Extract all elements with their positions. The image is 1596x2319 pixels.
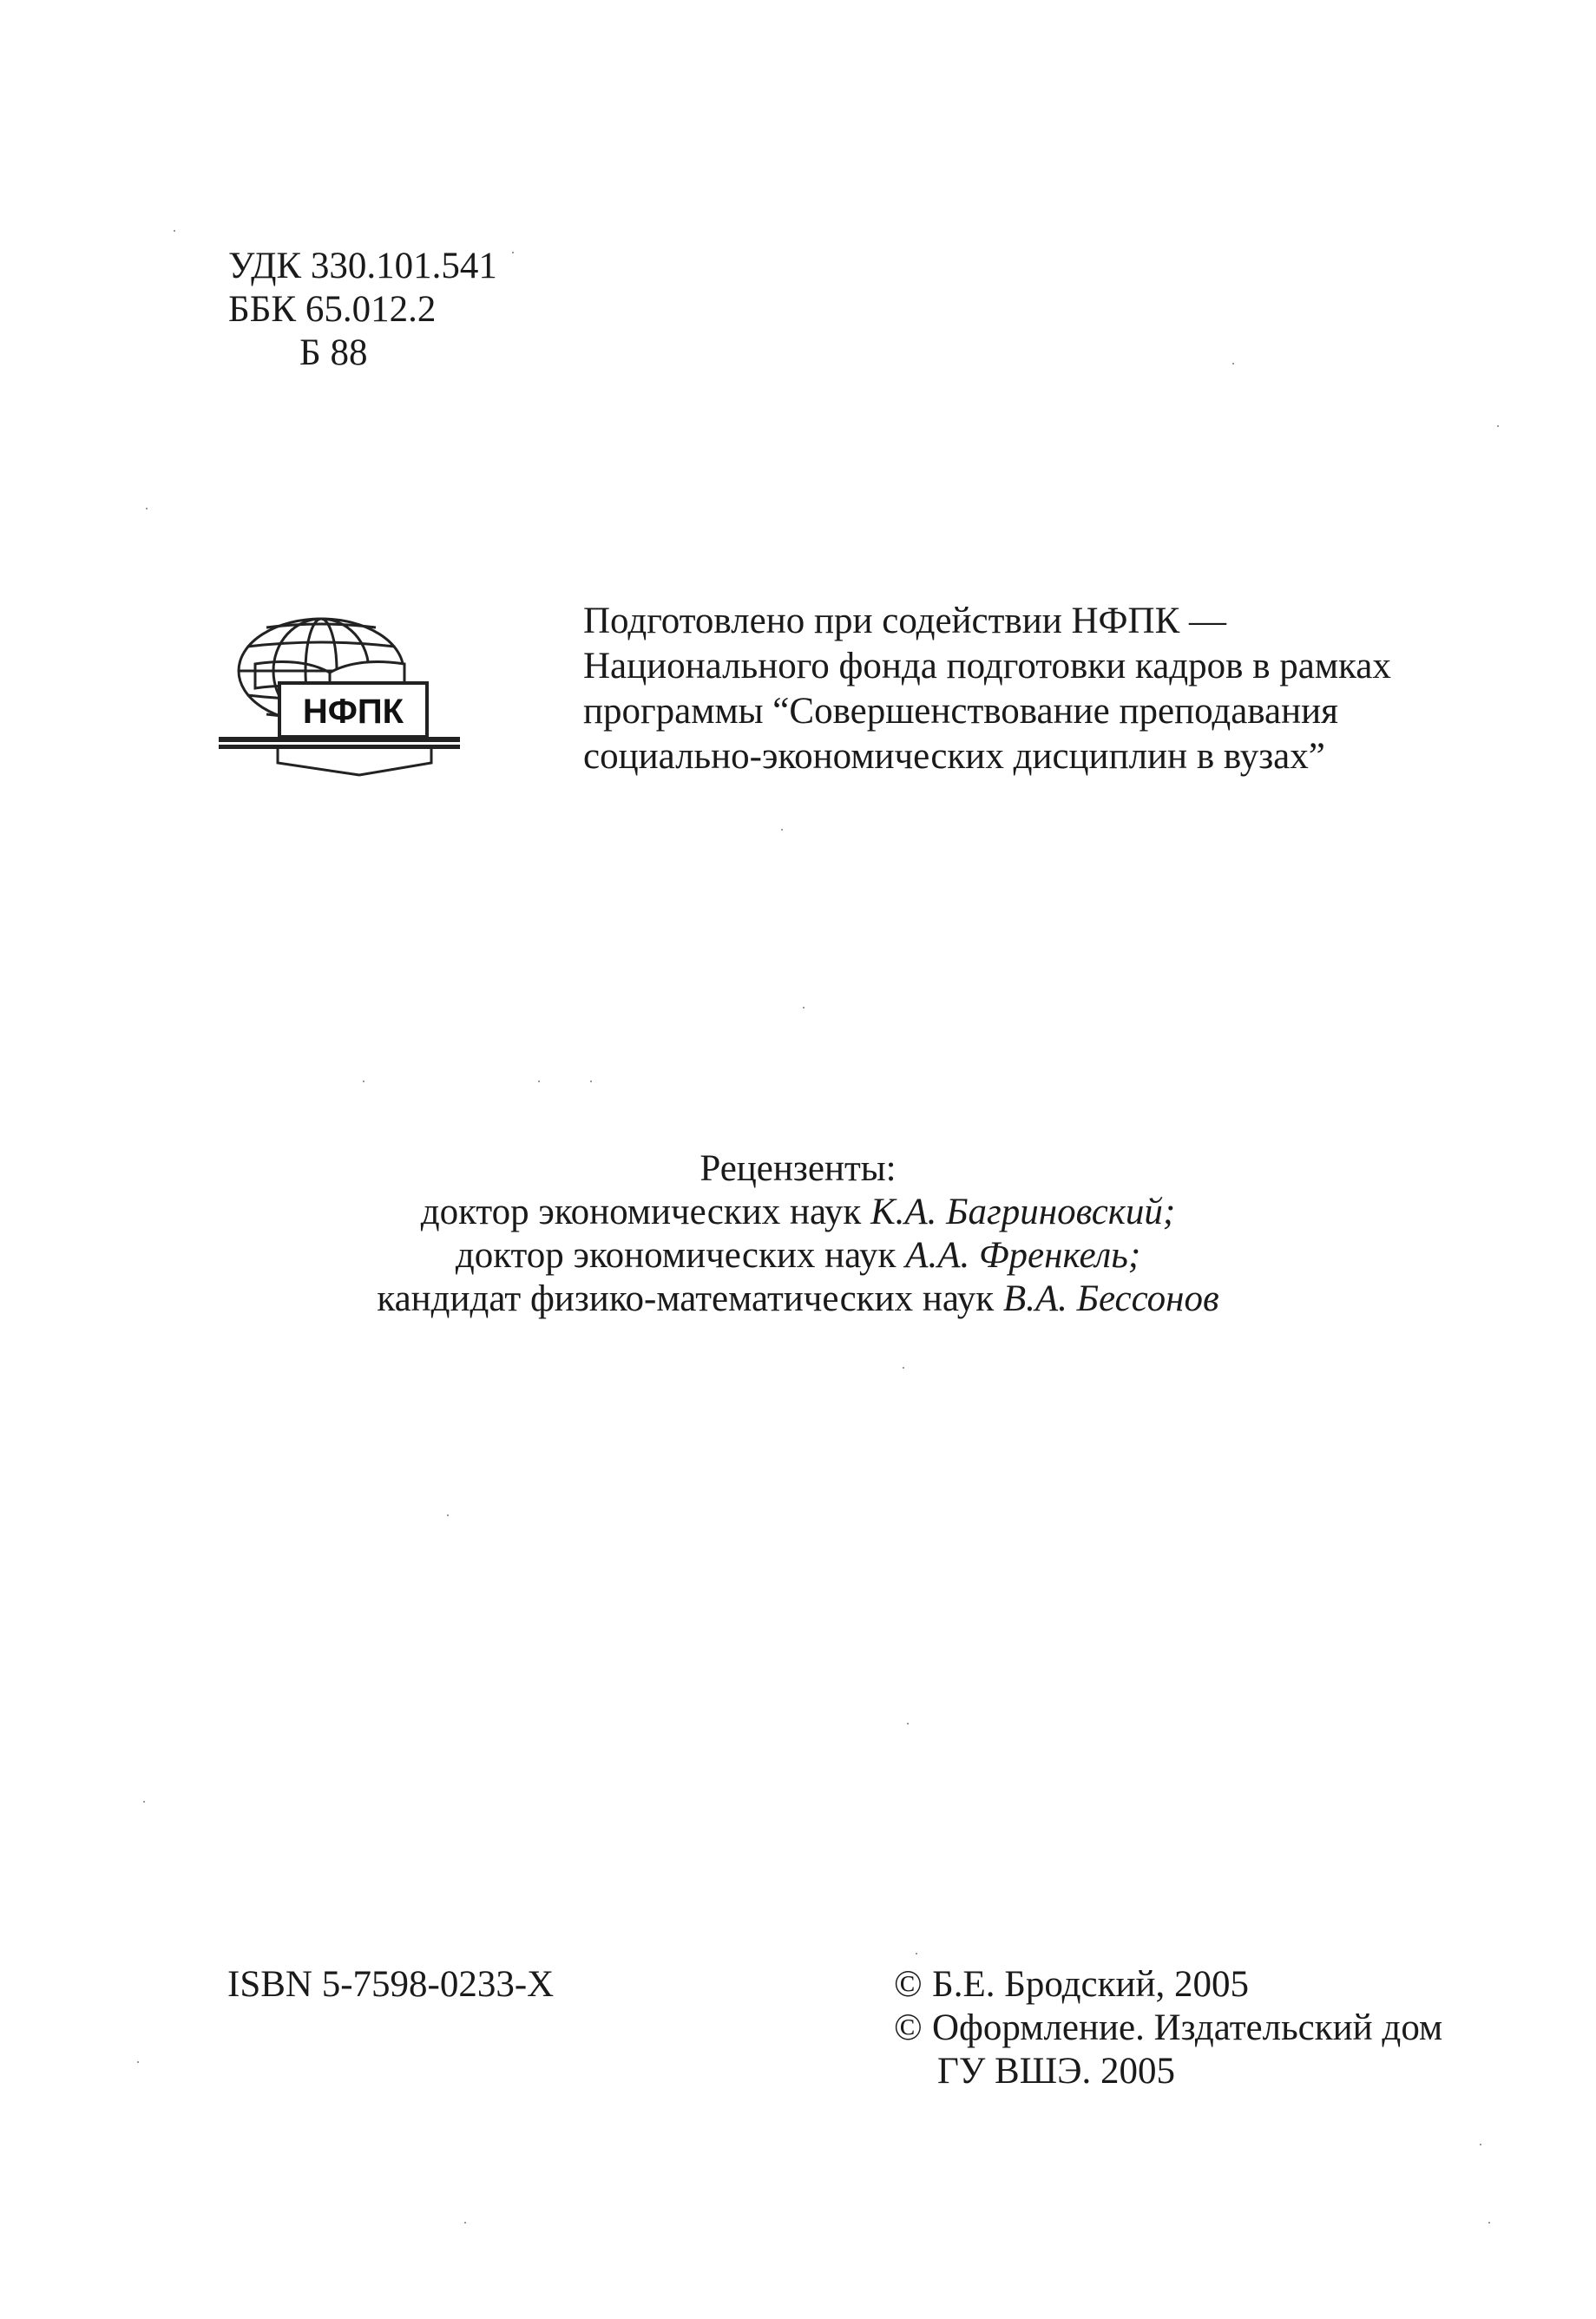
reviewer-degree: доктор экономических наук xyxy=(455,1235,897,1276)
reviewer-name: К.А. Багриновский xyxy=(870,1192,1163,1232)
reviewer-end: ; xyxy=(1127,1235,1141,1276)
copyright-author: Б.Е. Бродский, 2005 xyxy=(932,1964,1250,2005)
reviewer-end: ; xyxy=(1162,1192,1176,1232)
reviewer-degree: доктор экономических наук xyxy=(420,1192,862,1232)
reviewer-line xyxy=(0,1234,1596,1278)
copyright-icon: © xyxy=(894,2007,923,2048)
support-line-2: Национального фонда подготовки кадров в рамках xyxy=(583,646,1391,687)
nfpk-logo xyxy=(219,603,460,781)
copyright-line-2 xyxy=(894,2007,1442,2050)
reviewer-degree: кандидат физико-математических наук xyxy=(377,1278,995,1319)
copyright-line-3: ГУ ВШЭ. 2005 xyxy=(937,2051,1175,2092)
reviewer-name: А.А. Френкель xyxy=(905,1235,1128,1276)
reviewer-name: В.А. Бессонов xyxy=(1002,1278,1219,1319)
support-line-3: программы “Совершенствование преподавания xyxy=(583,691,1338,732)
support-line-4: социально-экономических дисциплин в вузах” xyxy=(583,736,1325,777)
copyright-design: Оформление. Издательский дом xyxy=(932,2007,1443,2048)
reviewers-block xyxy=(0,1147,1596,1321)
udk-code: УДК 330.101.541 xyxy=(228,246,497,286)
support-line-1: Подготовлено при содействии НФПК — xyxy=(583,601,1227,641)
support-note xyxy=(583,599,1391,779)
reviewer-line xyxy=(0,1191,1596,1234)
reviewer-line xyxy=(0,1278,1596,1321)
copyright-line-1 xyxy=(894,1963,1442,2007)
copyright-block xyxy=(894,1963,1442,2093)
author-mark: Б 88 xyxy=(299,332,368,373)
isbn: ISBN 5-7598-0233-X xyxy=(227,1964,555,2005)
reviewers-heading: Рецензенты: xyxy=(699,1148,897,1189)
copyright-icon: © xyxy=(894,1964,923,2005)
globe-book-logo-icon xyxy=(219,603,460,781)
bbk-code: ББК 65.012.2 xyxy=(228,289,437,330)
classification-block xyxy=(228,245,497,375)
logo-text: НФПК xyxy=(302,693,404,731)
